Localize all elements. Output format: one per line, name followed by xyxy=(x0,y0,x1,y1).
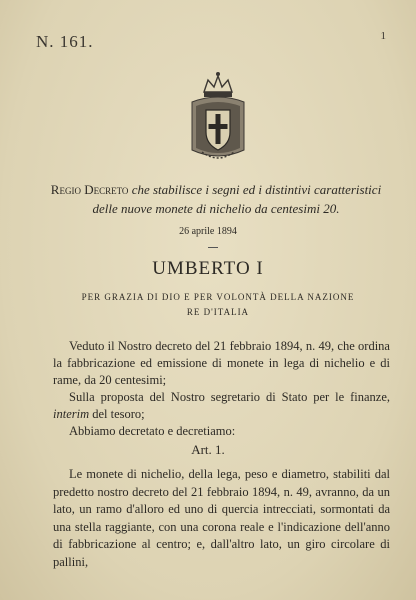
article-heading: Art. 1. xyxy=(191,442,225,457)
royal-coat-of-arms-icon xyxy=(186,70,250,166)
interim-word: interim xyxy=(53,407,90,421)
article-paragraph: Le monete di nichelio, della lega, peso e diametro, stabiliti dal predetto nostro decreto del 21 febbraio 1894, n. 49, avranno, da un lato, un ramo d'alloro ed uno di quercia intrecciati, sormontati da una stella raggiante, con una corona reale e l'indicazione dell'anno di fabbricazione al centro; e, dall'altro lato, un giro circolare di pallini, xyxy=(53,467,390,569)
paragraph-veduto: Veduto il Nostro decreto del 21 febbraio 1894, n. 49, che ordina la fabbricazione ed emissione di monete in lega di nichelio e di rame, da 20 centesimi; xyxy=(53,339,390,387)
grace-line-1: PER GRAZIA DI DIO E PER VOLONTÀ DELLA NAZIONE xyxy=(81,292,355,302)
decree-title xyxy=(40,180,392,218)
decree-number: N. 161. xyxy=(36,32,94,51)
paragraph-proposta-b: del tesoro; xyxy=(89,407,145,421)
grace-formula xyxy=(60,290,376,320)
decree-title-prefix: Regio Decreto xyxy=(50,182,129,197)
preamble xyxy=(53,338,390,440)
decree-title-text: che stabilisce i segni ed i distintivi caratteristici delle nuove monete di nichelio da centesimi 20. xyxy=(92,182,382,216)
paragraph-decretato: Abbiamo decretato e decretiamo: xyxy=(69,424,236,438)
paragraph-proposta xyxy=(53,389,390,423)
article-text xyxy=(53,466,390,571)
paragraph-proposta-a: Sulla proposta del Nostro segretario di Stato per le finanze, xyxy=(69,390,390,404)
king-name: UMBERTO I xyxy=(152,258,264,279)
page-number: 1 xyxy=(380,30,386,42)
divider xyxy=(208,247,218,248)
grace-line-2: RE D'ITALIA xyxy=(186,307,250,317)
decree-date: 26 aprile 1894 xyxy=(179,226,237,237)
